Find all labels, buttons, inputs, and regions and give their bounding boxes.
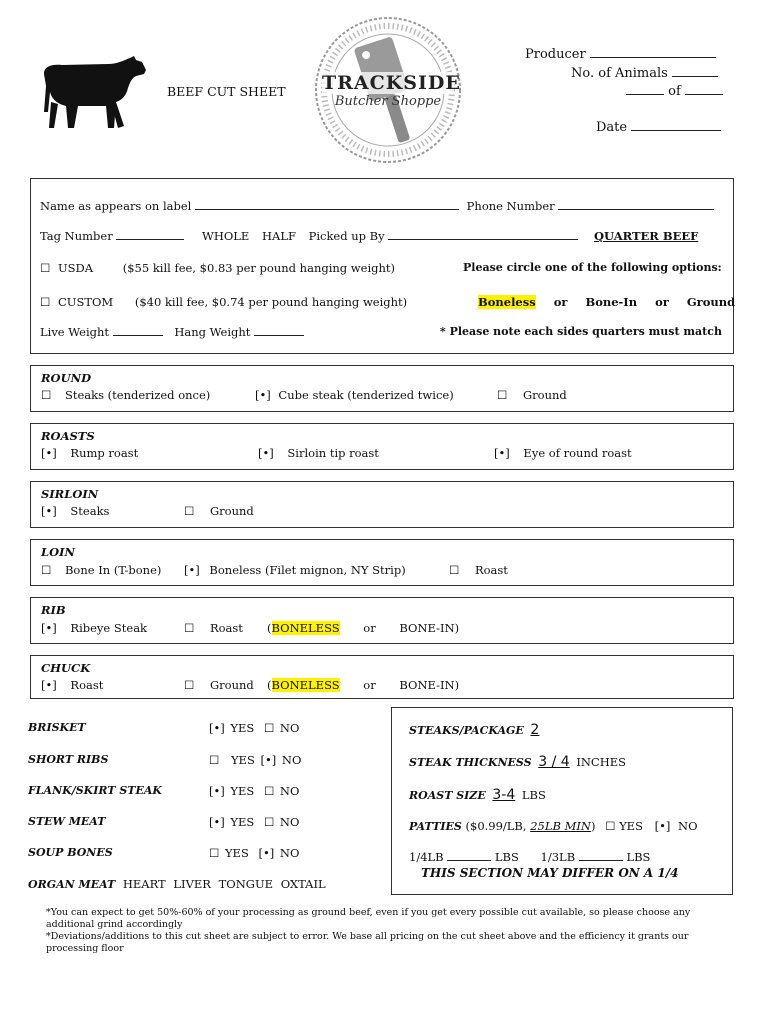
round-ground-label: Ground: [522, 388, 567, 402]
phone-label: Phone Number: [466, 199, 555, 213]
patties-yes-label: YES: [619, 819, 643, 833]
chuck-boneless-option[interactable]: BONELESS: [271, 678, 340, 692]
brisket-yes-label: YES: [230, 721, 255, 735]
oxtail-option[interactable]: OXTAIL: [280, 877, 326, 891]
bone-in-option[interactable]: Bone-In: [585, 295, 638, 309]
chuck-section: [30, 655, 734, 699]
roasts-title: ROASTS: [41, 429, 95, 443]
sirloin-ground-checkbox[interactable]: ☐: [184, 504, 195, 518]
usda-price: ($55 kill fee, $0.83 per pound hanging weight): [122, 261, 396, 275]
loin-title: LOIN: [41, 545, 75, 559]
ground-option[interactable]: Ground: [686, 295, 736, 309]
round-steaks-label: Steaks (tenderized once): [64, 388, 211, 402]
date-field[interactable]: [631, 120, 721, 131]
paren-close: ): [590, 819, 596, 833]
trackside-logo: [312, 14, 464, 166]
round-title: ROUND: [41, 371, 92, 385]
short-ribs-yes-checkbox[interactable]: ☐: [209, 753, 220, 767]
soup-no-checkbox[interactable]: [•]: [258, 846, 275, 860]
loin-boneless-label: Boneless (Filet mignon, NY Strip): [209, 563, 406, 577]
soup-yes-label: YES: [224, 846, 249, 860]
or-text: or: [553, 295, 568, 309]
section-differ-note: THIS SECTION MAY DIFFER ON A 1/4: [421, 866, 679, 880]
patties-yes-checkbox[interactable]: ☐: [605, 819, 616, 833]
rib-roast-checkbox[interactable]: ☐: [184, 621, 195, 635]
logo-subtitle: Butcher Shoppe: [334, 94, 442, 109]
flank-no-checkbox[interactable]: ☐: [263, 784, 275, 798]
soup-yes-checkbox[interactable]: ☐: [209, 846, 220, 860]
steaks-per-package-value[interactable]: 2: [530, 722, 540, 738]
bone-in-t-bone-checkbox[interactable]: ☐: [41, 563, 52, 577]
quarter-lb-label: 1/4LB: [409, 850, 444, 864]
hang-weight-label: Hang Weight: [174, 325, 251, 339]
round-cube-steak-label: Cube steak (tenderized twice): [278, 388, 454, 402]
eye-of-round-checkbox[interactable]: [•]: [494, 446, 510, 460]
soup-no-label: NO: [279, 846, 300, 860]
page-title: BEEF CUT SHEET: [167, 84, 286, 99]
ribeye-steak-checkbox[interactable]: [•]: [41, 621, 57, 635]
short-ribs-no-checkbox[interactable]: [•]: [260, 753, 277, 767]
sirloin-tip-roast-checkbox[interactable]: [•]: [258, 446, 274, 460]
flank-yes-checkbox[interactable]: [•]: [209, 784, 225, 798]
or-text: or: [363, 678, 376, 692]
lbs-label: LBS: [626, 850, 651, 864]
round-ground-checkbox[interactable]: ☐: [497, 388, 508, 402]
extra-label-flank-skirt: FLANK/SKIRT STEAK: [28, 784, 162, 797]
short-ribs-yes-label: YES: [230, 753, 255, 767]
picked-up-field[interactable]: [388, 229, 578, 240]
chuck-bone-in-option[interactable]: BONE-IN): [399, 678, 460, 692]
extra-label-soup-bones: SOUP BONES: [28, 846, 113, 859]
chuck-roast-label: Roast: [70, 678, 104, 692]
footnote-deviations: *Deviations/additions to this cut sheet are subject to error. We base all pricing on the cut sheet above and the efficiency it grants our processing floor: [46, 931, 689, 954]
flank-no-label: NO: [279, 784, 300, 798]
chuck-roast-checkbox[interactable]: [•]: [41, 678, 57, 692]
rib-bone-in-option[interactable]: BONE-IN): [399, 621, 460, 635]
stew-no-label: NO: [279, 815, 300, 829]
short-ribs-no-label: NO: [281, 753, 302, 767]
third-lb-label: 1/3LB: [540, 850, 576, 864]
phone-field[interactable]: [558, 199, 714, 210]
patties-min: 25LB MIN: [530, 819, 591, 833]
extra-label-stew-meat: STEW MEAT: [28, 815, 106, 828]
producer-field[interactable]: [590, 47, 716, 58]
live-weight-field[interactable]: [113, 325, 163, 336]
stew-no-checkbox[interactable]: ☐: [263, 815, 275, 829]
stew-yes-label: YES: [230, 815, 255, 829]
boneless-option[interactable]: Boneless: [478, 295, 536, 309]
steak-thickness-value[interactable]: 3 / 4: [538, 754, 570, 770]
patties-label: PATTIES: [409, 820, 462, 833]
rump-roast-label: Rump roast: [70, 446, 139, 460]
patties-no-label: NO: [678, 819, 698, 833]
circle-options-note: Please circle one of the following options:: [463, 261, 722, 274]
ribeye-steak-label: Ribeye Steak: [70, 621, 148, 635]
patties-price: ($0.99/LB,: [465, 819, 527, 833]
chuck-title: CHUCK: [41, 661, 91, 675]
brisket-no-checkbox[interactable]: ☐: [263, 721, 275, 735]
sirloin-tip-roast-label: Sirloin tip roast: [287, 446, 379, 460]
extra-label-brisket: BRISKET: [28, 721, 86, 734]
whole-option[interactable]: WHOLE: [202, 229, 250, 243]
paren-open: (: [267, 678, 272, 692]
rump-roast-checkbox[interactable]: [•]: [41, 446, 57, 460]
tongue-option[interactable]: TONGUE: [218, 877, 274, 891]
organ-meat-label: ORGAN MEAT: [28, 878, 116, 891]
name-field[interactable]: [195, 199, 459, 210]
quarter-lb-field[interactable]: [447, 850, 491, 861]
live-weight-label: Live Weight: [40, 325, 110, 339]
third-lb-field[interactable]: [579, 850, 623, 861]
date-label: Date: [596, 120, 628, 135]
sirloin-ground-label: Ground: [209, 504, 254, 518]
steak-thickness-unit: INCHES: [576, 755, 627, 769]
loin-boneless-checkbox[interactable]: [•]: [184, 563, 200, 577]
roast-size-label: ROAST SIZE: [409, 789, 486, 802]
name-label: Name as appears on label: [40, 199, 192, 213]
liver-option[interactable]: LIVER: [173, 877, 211, 891]
rib-roast-label: Roast: [209, 621, 243, 635]
animal-total-field[interactable]: [685, 84, 723, 95]
sides-note: * Please note each sides quarters must match: [440, 325, 722, 338]
extra-label-short-ribs: SHORT RIBS: [28, 753, 109, 766]
flank-yes-label: YES: [230, 784, 255, 798]
animals-field[interactable]: [672, 66, 718, 77]
paren-open: (: [267, 621, 272, 635]
sirloin-steaks-label: Steaks: [70, 504, 110, 518]
or-text: or: [363, 621, 376, 635]
heart-option[interactable]: HEART: [122, 877, 166, 891]
roast-size-value[interactable]: 3-4: [492, 787, 516, 803]
patties-no-checkbox[interactable]: [•]: [654, 819, 671, 833]
producer-label: Producer: [525, 47, 586, 62]
footnote-ground-beef: *You can expect to get 50%-60% of your processing as ground beef, even if you get every possible cut available, so please choose any additional grind accordingly: [46, 907, 691, 930]
sirloin-section: [30, 481, 734, 528]
usda-label: USDA: [57, 261, 94, 275]
brisket-no-label: NO: [279, 721, 300, 735]
sirloin-title: SIRLOIN: [41, 487, 99, 501]
animal-number-field[interactable]: [626, 84, 664, 95]
bone-in-t-bone-label: Bone In (T-bone): [64, 563, 162, 577]
custom-price: ($40 kill fee, $0.74 per pound hanging weight): [134, 295, 408, 309]
steaks-per-package-label: STEAKS/PACKAGE: [409, 724, 524, 737]
logo-title: TRACKSIDE: [322, 72, 461, 94]
half-option[interactable]: HALF: [261, 229, 296, 243]
eye-of-round-label: Eye of round roast: [523, 446, 632, 460]
lbs-label: LBS: [494, 850, 519, 864]
picked-up-label: Picked up By: [308, 229, 385, 243]
chuck-ground-checkbox[interactable]: ☐: [184, 678, 195, 692]
rib-title: RIB: [41, 603, 66, 617]
hang-weight-field[interactable]: [254, 325, 304, 336]
custom-checkbox[interactable]: ☐: [40, 295, 51, 309]
custom-label: CUSTOM: [57, 295, 114, 309]
or-text: or: [655, 295, 669, 309]
chuck-ground-label: Ground: [209, 678, 254, 692]
steak-thickness-label: STEAK THICKNESS: [409, 756, 532, 769]
cow-silhouette-icon: [38, 52, 150, 132]
tag-field[interactable]: [116, 229, 184, 240]
loin-roast-label: Roast: [474, 563, 508, 577]
usda-checkbox[interactable]: ☐: [40, 261, 51, 275]
animals-label: No. of Animals: [571, 66, 668, 81]
tag-label: Tag Number: [40, 229, 113, 243]
quarter-beef-option[interactable]: QUARTER BEEF: [594, 229, 699, 243]
sirloin-steaks-checkbox[interactable]: [•]: [41, 504, 57, 518]
stew-yes-checkbox[interactable]: [•]: [209, 815, 225, 829]
loin-roast-checkbox[interactable]: ☐: [449, 563, 460, 577]
brisket-yes-checkbox[interactable]: [•]: [209, 721, 225, 735]
round-steaks-checkbox[interactable]: ☐: [41, 388, 52, 402]
of-label: of: [668, 84, 681, 99]
rib-boneless-option[interactable]: BONELESS: [271, 621, 340, 635]
roast-size-unit: LBS: [521, 788, 546, 802]
round-cube-steak-checkbox[interactable]: [•]: [255, 388, 271, 402]
